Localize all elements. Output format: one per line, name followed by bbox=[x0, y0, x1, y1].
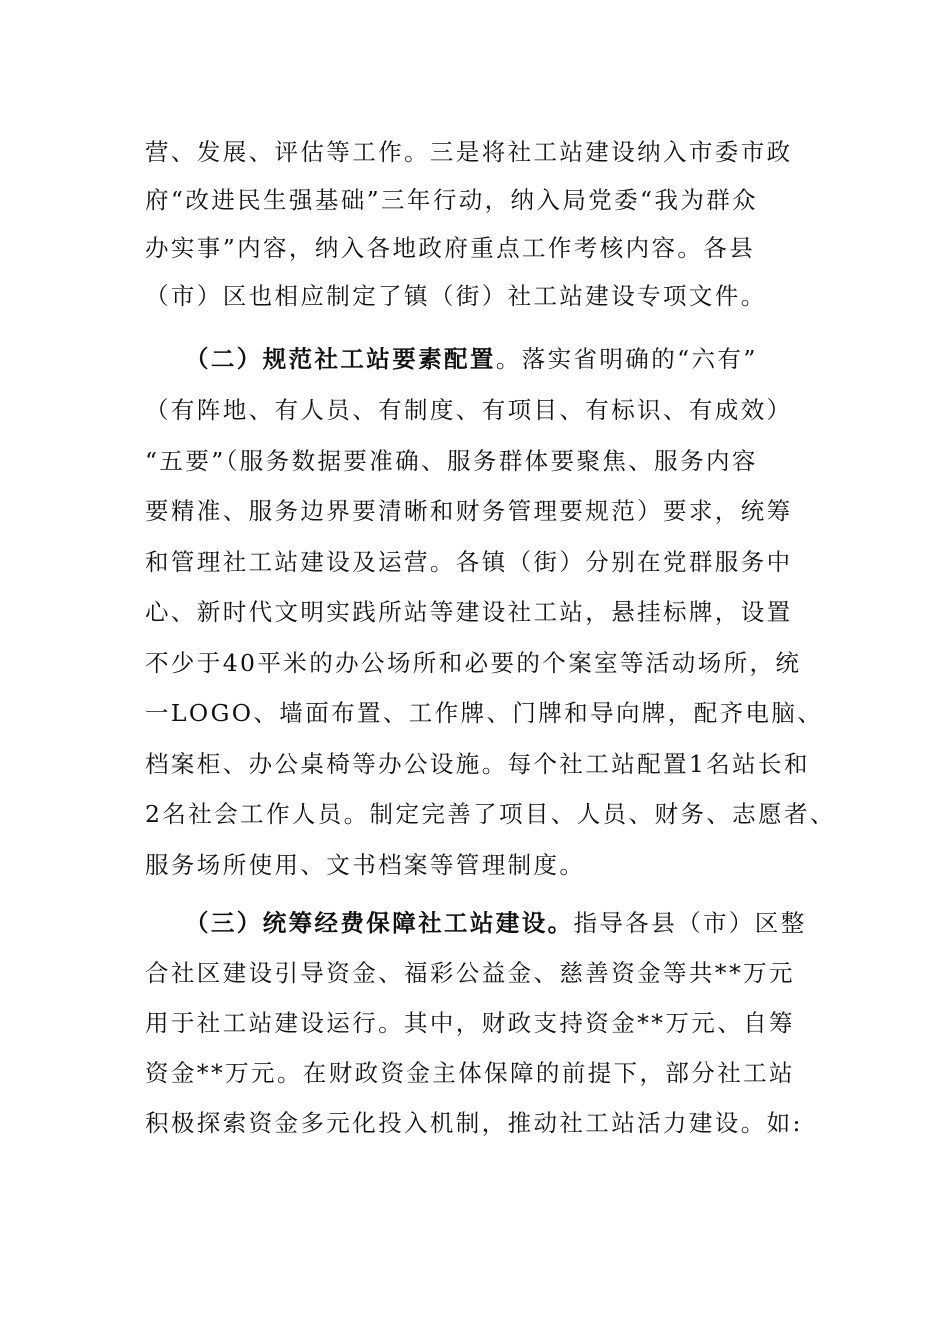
section2-line: 服务场所使用、文书档案等管理制度。 bbox=[145, 851, 586, 879]
intro-line-3: 办实事”内容，纳入各地政府重点工作考核内容。各县 bbox=[145, 234, 756, 262]
section2-first-line-rest: 。落实省明确的“六有” bbox=[495, 345, 758, 373]
section3-line: 用于社工站建设运行。其中，财政支持资金**万元、自筹 bbox=[145, 1009, 795, 1037]
section2-line: 档案柜、办公桌椅等办公设施。每个社工站配置1名站长和 bbox=[145, 750, 810, 778]
section3-first-line bbox=[185, 908, 807, 938]
section2-line: 2名社会工作人员。制定完善了项目、人员、财务、志愿者、 bbox=[145, 800, 836, 828]
section2-heading: （二）规范社工站要素配置 bbox=[185, 345, 496, 373]
section2-first-line bbox=[185, 344, 758, 374]
intro-line-2: 府“改进民生强基础”三年行动，纳入局党委“我为群众 bbox=[145, 186, 759, 214]
section2-line: 要精准、服务边界要清晰和财务管理要规范）要求，统筹 bbox=[145, 497, 793, 525]
section2-line: “五要”（服务数据要准确、服务群体要聚焦、服务内容 bbox=[145, 447, 758, 475]
section2-line: 一LOGO、墙面布置、工作牌、门牌和导向牌，配齐电脑、 bbox=[145, 699, 824, 727]
section3-line: 合社区建设引导资金、福彩公益金、慈善资金等共**万元 bbox=[145, 959, 795, 987]
intro-line-1: 营、发展、评估等工作。三是将社工站建设纳入市委市政 bbox=[145, 138, 793, 166]
section3-first-line-rest: 指导各县（市）区整 bbox=[573, 909, 807, 937]
section2-line: 不少于40平米的办公场所和必要的个案室等活动场所，统 bbox=[145, 649, 802, 677]
section3-line: 资金**万元。在财政资金主体保障的前提下，部分社工站 bbox=[145, 1059, 795, 1087]
section3-heading: （三）统筹经费保障社工站建设。 bbox=[185, 909, 574, 937]
intro-line-4: （市）区也相应制定了镇（街）社工站建设专项文件。 bbox=[145, 282, 767, 310]
section2-line: （有阵地、有人员、有制度、有项目、有标识、有成效） bbox=[145, 396, 793, 424]
section3-line: 积极探索资金多元化投入机制，推动社工站活力建设。如: bbox=[145, 1109, 803, 1137]
section2-line: 和管理社工站建设及运营。各镇（街）分别在党群服务中 bbox=[145, 548, 793, 576]
section2-line: 心、新时代文明实践所站等建设社工站，悬挂标牌，设置 bbox=[145, 598, 793, 626]
